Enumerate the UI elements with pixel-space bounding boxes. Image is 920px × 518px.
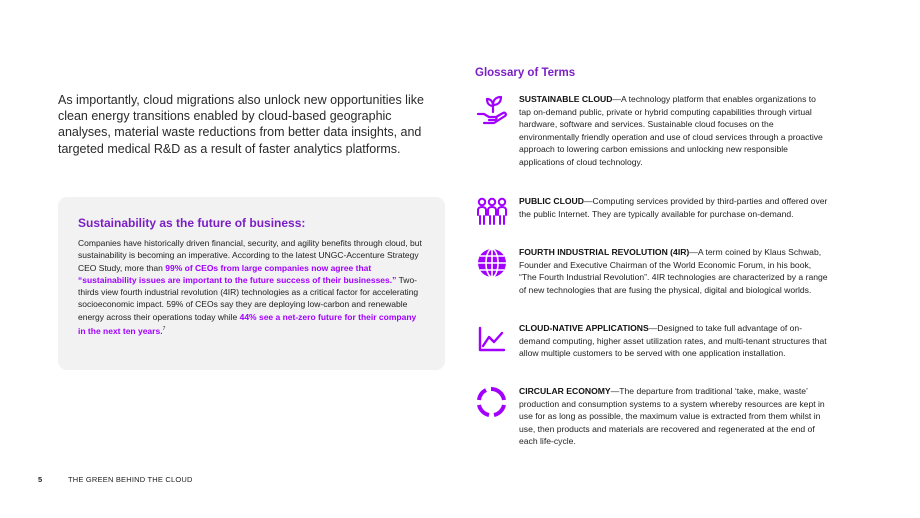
globe-icon — [475, 246, 509, 280]
glossary-term: FOURTH INDUSTRIAL REVOLUTION (4IR) — [519, 247, 690, 257]
glossary-term: PUBLIC CLOUD — [519, 196, 584, 206]
footer-title: THE GREEN BEHIND THE CLOUD — [68, 475, 193, 484]
circular-arrows-icon — [475, 385, 509, 419]
glossary-term: CIRCULAR ECONOMY — [519, 386, 611, 396]
glossary-term: CLOUD-NATIVE APPLICATIONS — [519, 323, 649, 333]
callout-title: Sustainability as the future of business: — [78, 216, 306, 230]
callout-body — [78, 237, 423, 337]
glossary-text — [519, 195, 829, 220]
glossary-definition: —A technology platform that enables organizations to tap on-demand public, private or hybrid computing capabilities through virtual hardware, software and services. Sustainable cloud focuses on the environmentally friendly operation and use of cloud services through a proactive approach to lowering carbon emissions and unlocking new responsible applications of cloud technology. — [519, 94, 823, 167]
glossary-text — [519, 246, 829, 296]
callout-footnote-marker: 7 — [162, 326, 166, 333]
glossary-definition: —The departure from traditional ‘take, make, waste’ production and consumption systems to a system whereby resources are kept in use for as long as possible, the maximum value is extracted from them whilst in use, then products and materials are recovered and regenerated at the end of each life-cycle. — [519, 386, 825, 446]
callout-body-text-2: Two-thirds view fourth industrial revolution (4IR) technologies as a critical factor for accelerating socioeconomic impact. 59% of CEOs say they are deploying low-carbon and renewable energy across their operations today while — [78, 274, 419, 322]
callout-highlight-ceo-stat: 99% of CEOs from large companies now agree that “sustainability issues are important to the future success of their businesses.” — [78, 262, 397, 285]
hand-plant-icon — [475, 93, 509, 127]
glossary-text — [519, 93, 829, 168]
callout-highlight-net-zero: 44% see a net-zero future for their company in the next ten years. — [78, 311, 417, 336]
line-chart-icon — [475, 322, 509, 356]
glossary-text — [519, 385, 829, 448]
glossary-definition: —Designed to take full advantage of on-demand computing, higher asset utilization rates, and multi-tenant structures that allow multiple customers to be served with one application installation. — [519, 323, 827, 358]
glossary-definition: —A term coined by Klaus Schwab, Founder and Executive Chairman of the World Economic Forum, in his book, “The Fourth Industrial Revolution”. 4IR technologies are characterized by a range of new technologies that are fusing the physical, digital and biological worlds. — [519, 247, 828, 295]
sustainability-callout-box — [58, 197, 445, 370]
glossary-term: SUSTAINABLE CLOUD — [519, 94, 613, 104]
people-group-icon — [475, 195, 509, 229]
page-number: 5 — [38, 475, 43, 484]
intro-paragraph: As importantly, cloud migrations also unlock new opportunities like clean energy transitions enabled by cloud-based geographic analyses, material waste reductions from better data insights, and targeted medical R&D as a result of faster analytics platforms. — [58, 93, 424, 156]
glossary-text — [519, 322, 829, 360]
glossary-heading: Glossary of Terms — [475, 67, 576, 79]
glossary-definition: —Computing services provided by third-parties and offered over the public Internet. They are typically available for purchase on-demand. — [519, 196, 828, 219]
callout-body-text-1: Companies have historically driven financial, security, and agility benefits through cloud, but sustainability is becoming an imperative. According to the latest UNGC-Accenture Strategy CEO Study, more than — [78, 238, 422, 273]
